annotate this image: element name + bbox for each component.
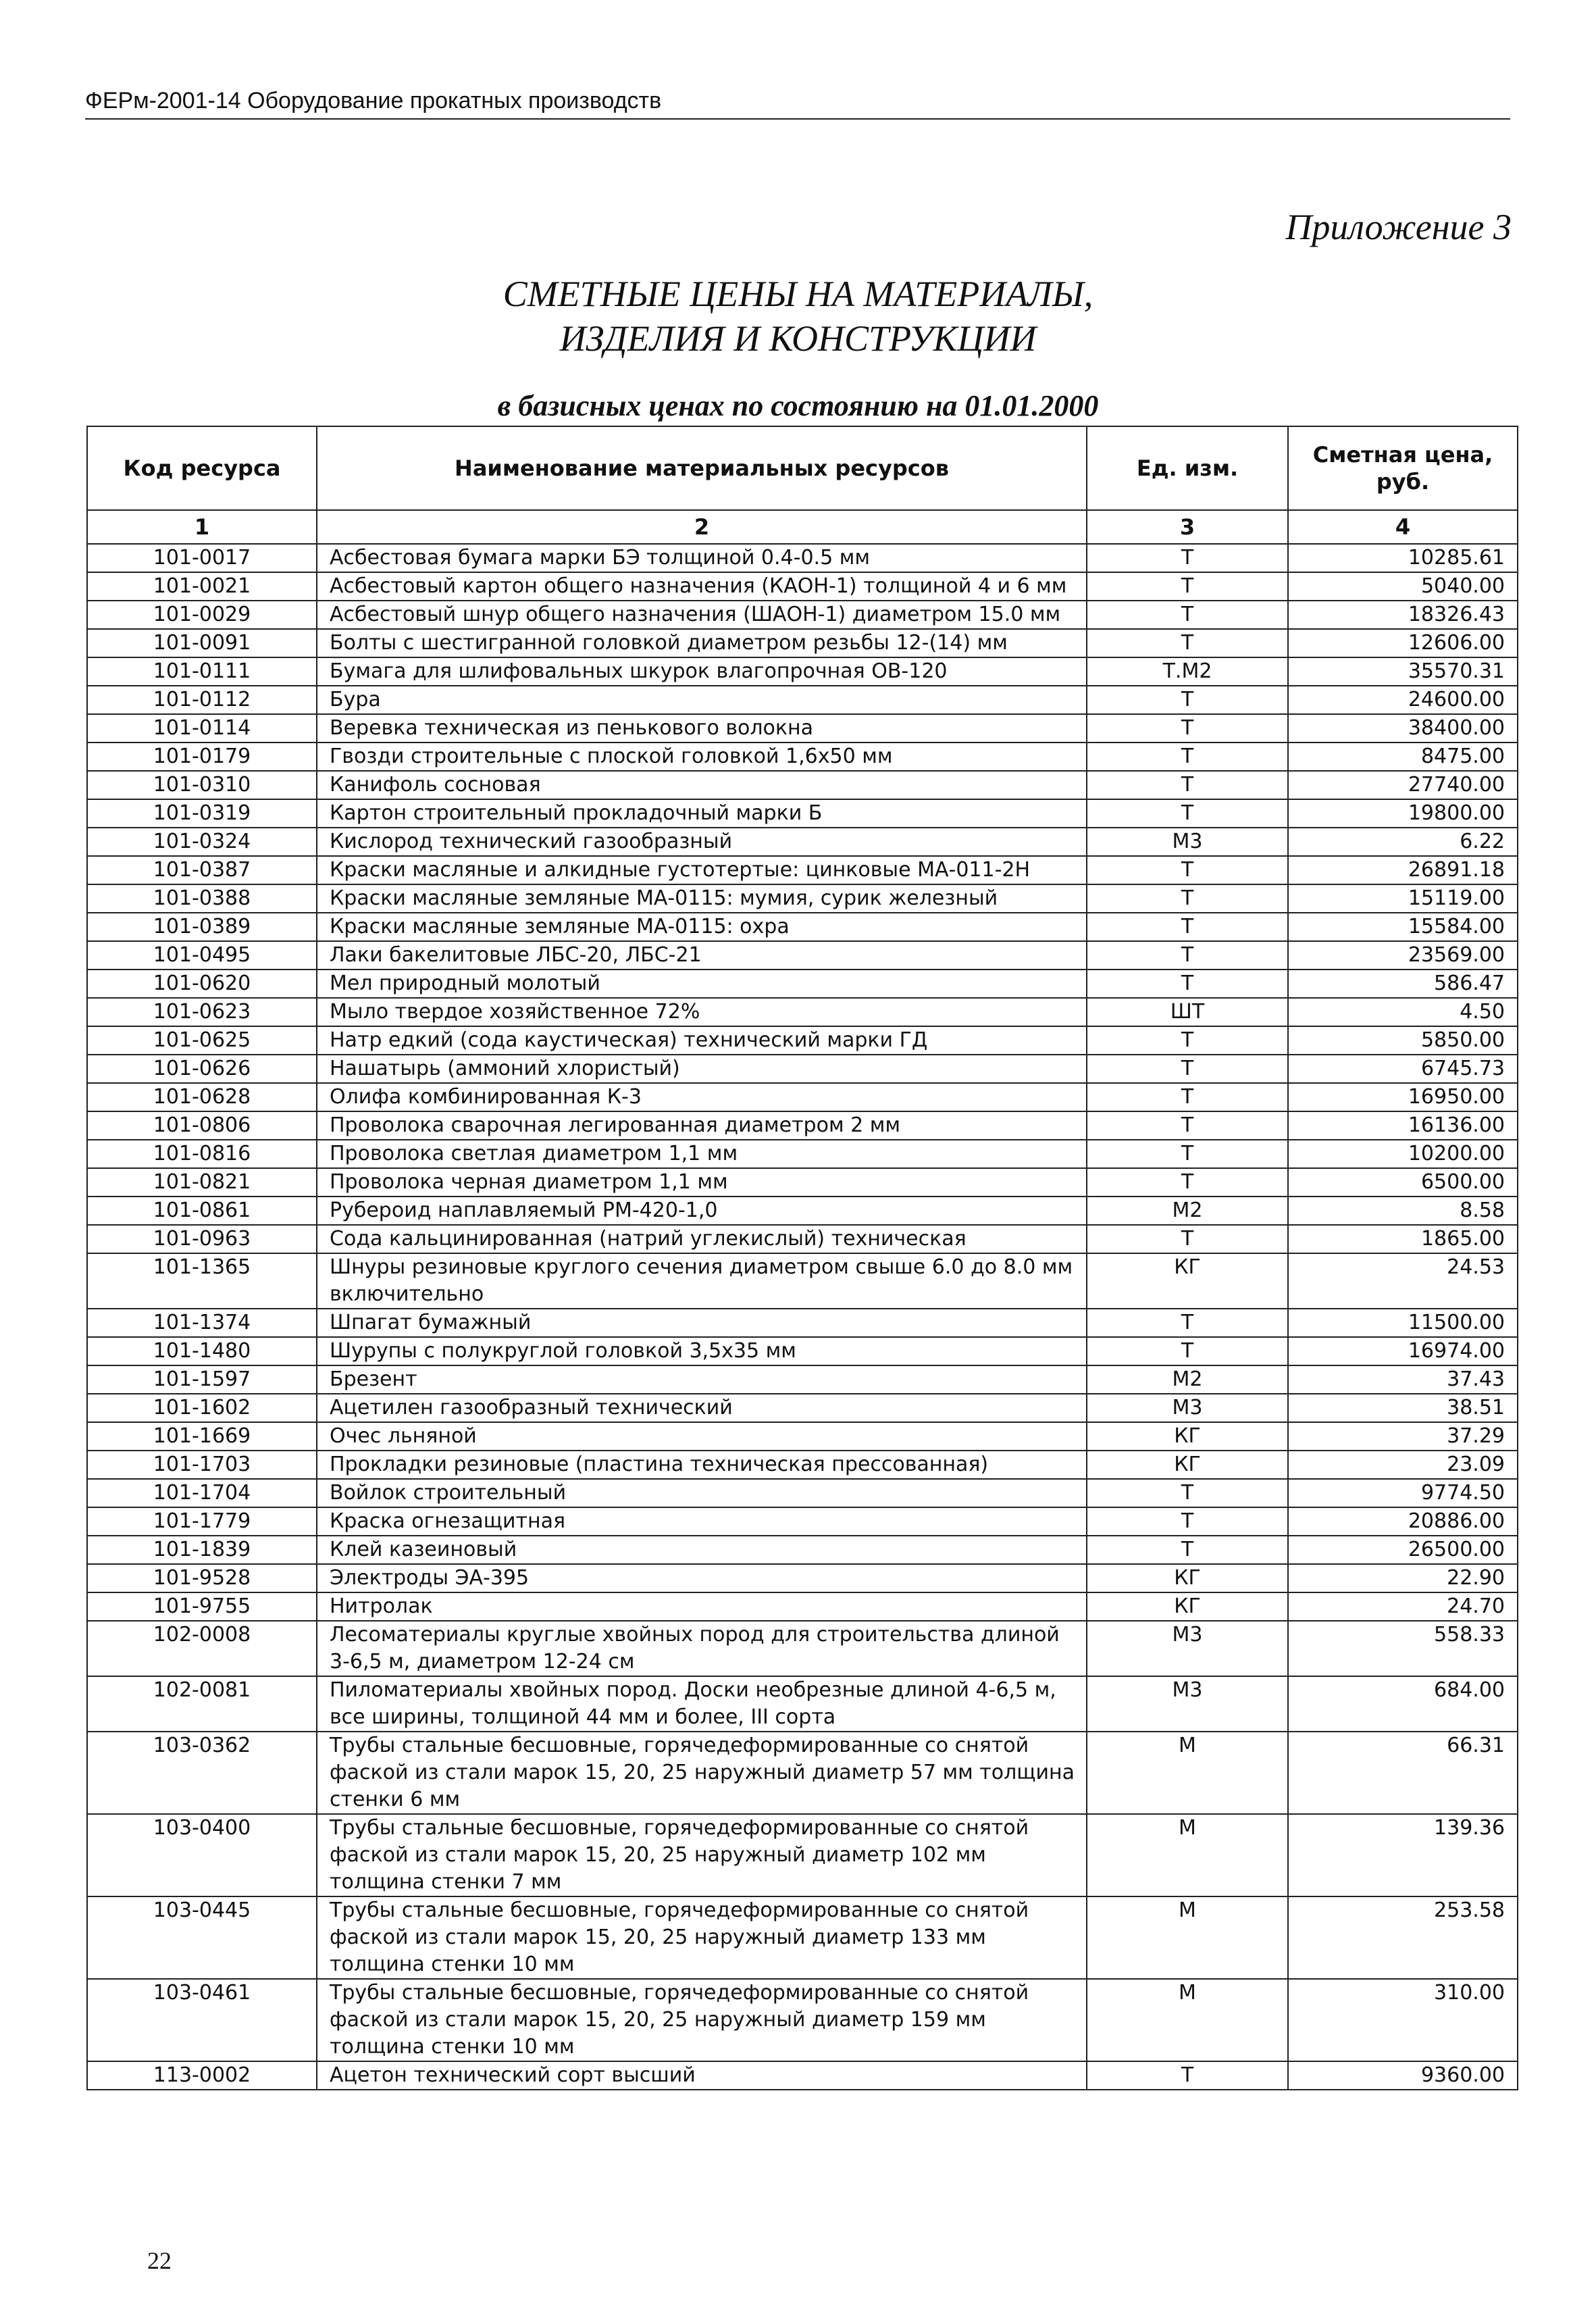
unit-cell: КГ: [1087, 1451, 1288, 1479]
table-row: [87, 828, 1518, 856]
document-subtitle: в базисных ценах по состоянию на 01.01.2000: [497, 389, 1099, 422]
material-name-cell: Электроды ЭА-395: [317, 1564, 1087, 1592]
price-cell: 24.70: [1288, 1592, 1518, 1621]
table-row: [87, 1564, 1518, 1592]
material-name-cell: Нитролак: [317, 1592, 1087, 1621]
unit-cell: Т: [1087, 2061, 1288, 2090]
unit-cell: КГ: [1087, 1592, 1288, 1621]
resource-code-cell: 101-0310: [87, 771, 317, 799]
resource-code-cell: 101-0389: [87, 913, 317, 941]
material-name-cell: Шпагат бумажный: [317, 1309, 1087, 1337]
unit-cell: М2: [1087, 1365, 1288, 1394]
column-header-code: Код ресурса: [87, 426, 317, 510]
running-header: ФЕРм-2001-14 Оборудование прокатных производств: [85, 88, 1510, 120]
resource-code-cell: 101-0111: [87, 657, 317, 686]
resource-code-cell: 101-0628: [87, 1083, 317, 1111]
table-row: [87, 714, 1518, 743]
material-name-cell: Проволока черная диаметром 1,1 мм: [317, 1168, 1087, 1197]
material-name-cell: Трубы стальные бесшовные, горячедеформированные со снятой фаской из стали марок 15, 20, 25 наружный диаметр 102 мм толщина стенки 7 мм: [317, 1814, 1087, 1896]
table-row: [87, 1197, 1518, 1225]
material-name-cell: Болты с шестигранной головкой диаметром резьбы 12-(14) мм: [317, 629, 1087, 657]
price-cell: 20886.00: [1288, 1507, 1518, 1536]
material-name-cell: Рубероид наплавляемый РМ-420-1,0: [317, 1197, 1087, 1225]
material-name-cell: Асбестовая бумага марки БЭ толщиной 0.4-0.5 мм: [317, 544, 1087, 572]
unit-cell: Т: [1087, 601, 1288, 629]
price-cell: 26891.18: [1288, 856, 1518, 884]
unit-cell: Т: [1087, 771, 1288, 799]
material-name-cell: Краски масляные земляные МА-0115: мумия, сурик железный: [317, 884, 1087, 913]
resource-code-cell: 101-0963: [87, 1225, 317, 1253]
material-name-cell: Брезент: [317, 1365, 1087, 1394]
table-row: [87, 629, 1518, 657]
resource-code-cell: 101-0017: [87, 544, 317, 572]
price-cell: 37.29: [1288, 1422, 1518, 1451]
table-row: [87, 743, 1518, 771]
price-cell: 5850.00: [1288, 1026, 1518, 1055]
unit-cell: Т: [1087, 1479, 1288, 1507]
material-name-cell: Канифоль сосновая: [317, 771, 1087, 799]
unit-cell: Т: [1087, 743, 1288, 771]
resource-code-cell: 101-0112: [87, 686, 317, 714]
table-row: [87, 856, 1518, 884]
column-number: 3: [1087, 510, 1288, 544]
unit-cell: Т: [1087, 884, 1288, 913]
price-cell: 37.43: [1288, 1365, 1518, 1394]
price-cell: 27740.00: [1288, 771, 1518, 799]
price-cell: 8.58: [1288, 1197, 1518, 1225]
unit-cell: Т: [1087, 1026, 1288, 1055]
document-title-line-1: СМЕТНЫЕ ЦЕНЫ НА МАТЕРИАЛЫ,: [503, 274, 1093, 314]
table-row: [87, 1055, 1518, 1083]
resource-code-cell: 101-0179: [87, 743, 317, 771]
unit-cell: Т: [1087, 544, 1288, 572]
material-name-cell: Трубы стальные бесшовные, горячедеформированные со снятой фаской из стали марок 15, 20, 25 наружный диаметр 133 мм толщина стенки 10 мм: [317, 1896, 1087, 1979]
table-row: [87, 657, 1518, 686]
price-cell: 11500.00: [1288, 1309, 1518, 1337]
table-row: [87, 1536, 1518, 1564]
price-cell: 23569.00: [1288, 941, 1518, 970]
column-number: 4: [1288, 510, 1518, 544]
resource-code-cell: 101-0821: [87, 1168, 317, 1197]
unit-cell: КГ: [1087, 1564, 1288, 1592]
table-row: [87, 1732, 1518, 1814]
table-row: [87, 1253, 1518, 1309]
price-cell: 12606.00: [1288, 629, 1518, 657]
resource-code-cell: 101-9528: [87, 1564, 317, 1592]
page-number: 22: [147, 2247, 172, 2274]
resource-code-cell: 101-9755: [87, 1592, 317, 1621]
price-cell: 26500.00: [1288, 1536, 1518, 1564]
material-name-cell: Бумага для шлифовальных шкурок влагопрочная ОВ-120: [317, 657, 1087, 686]
unit-cell: М: [1087, 1732, 1288, 1814]
column-header-name: Наименование материальных ресурсов: [317, 426, 1087, 510]
table-body: [87, 544, 1518, 2090]
table-row: [87, 601, 1518, 629]
unit-cell: М3: [1087, 1394, 1288, 1422]
material-name-cell: Трубы стальные бесшовные, горячедеформированные со снятой фаской из стали марок 15, 20, 25 наружный диаметр 159 мм толщина стенки 10 мм: [317, 1979, 1087, 2061]
table-row: [87, 771, 1518, 799]
table-row: [87, 1621, 1518, 1676]
resource-code-cell: 101-0623: [87, 998, 317, 1026]
resource-code-cell: 101-0816: [87, 1140, 317, 1168]
table-row: [87, 1507, 1518, 1536]
material-name-cell: Краски масляные земляные МА-0115: охра: [317, 913, 1087, 941]
table-row: [87, 1309, 1518, 1337]
resource-code-cell: 101-0387: [87, 856, 317, 884]
material-name-cell: Шурупы с полукруглой головкой 3,5х35 мм: [317, 1337, 1087, 1365]
material-name-cell: Краска огнезащитная: [317, 1507, 1087, 1536]
material-name-cell: Картон строительный прокладочный марки Б: [317, 799, 1087, 828]
price-cell: 253.58: [1288, 1896, 1518, 1979]
unit-cell: Т: [1087, 1337, 1288, 1365]
resource-code-cell: 101-0620: [87, 970, 317, 998]
resource-code-cell: 103-0400: [87, 1814, 317, 1896]
table-row: [87, 1225, 1518, 1253]
unit-cell: Т: [1087, 1168, 1288, 1197]
table-row: [87, 1896, 1518, 1979]
price-cell: 10285.61: [1288, 544, 1518, 572]
resource-code-cell: 101-0388: [87, 884, 317, 913]
table-row: [87, 1026, 1518, 1055]
table-row: [87, 544, 1518, 572]
resource-code-cell: 101-0029: [87, 601, 317, 629]
material-name-cell: Проволока светлая диаметром 1,1 мм: [317, 1140, 1087, 1168]
table-header-row: [87, 426, 1518, 510]
table-row: [87, 913, 1518, 941]
material-name-cell: Мел природный молотый: [317, 970, 1087, 998]
material-name-cell: Натр едкий (сода каустическая) технический марки ГД: [317, 1026, 1087, 1055]
unit-cell: М: [1087, 1979, 1288, 2061]
material-name-cell: Гвозди строительные с плоской головкой 1,6х50 мм: [317, 743, 1087, 771]
unit-cell: Т: [1087, 1111, 1288, 1140]
resource-code-cell: 101-0319: [87, 799, 317, 828]
table-row: [87, 799, 1518, 828]
unit-cell: Т: [1087, 1309, 1288, 1337]
table-row: [87, 1592, 1518, 1621]
unit-cell: Т: [1087, 1055, 1288, 1083]
price-cell: 19800.00: [1288, 799, 1518, 828]
table-row: [87, 884, 1518, 913]
material-name-cell: Асбестовый картон общего назначения (КАОН-1) толщиной 4 и 6 мм: [317, 572, 1087, 601]
price-cell: 15119.00: [1288, 884, 1518, 913]
column-header-price: Сметная цена, руб.: [1288, 426, 1518, 510]
unit-cell: Т: [1087, 572, 1288, 601]
price-cell: 684.00: [1288, 1676, 1518, 1732]
price-cell: 6745.73: [1288, 1055, 1518, 1083]
resource-code-cell: 101-1365: [87, 1253, 317, 1309]
price-cell: 18326.43: [1288, 601, 1518, 629]
table-row: [87, 1676, 1518, 1732]
price-cell: 586.47: [1288, 970, 1518, 998]
resource-code-cell: 101-1779: [87, 1507, 317, 1536]
material-name-cell: Проволока сварочная легированная диаметром 2 мм: [317, 1111, 1087, 1140]
unit-cell: Т: [1087, 1140, 1288, 1168]
table-row: [87, 1111, 1518, 1140]
price-cell: 6.22: [1288, 828, 1518, 856]
price-cell: 9774.50: [1288, 1479, 1518, 1507]
resource-code-cell: 101-0324: [87, 828, 317, 856]
material-name-cell: Пиломатериалы хвойных пород. Доски необрезные длиной 4-6,5 м, все ширины, толщиной 44 мм и более, III сорта: [317, 1676, 1087, 1732]
unit-cell: Т: [1087, 1536, 1288, 1564]
material-name-cell: Бура: [317, 686, 1087, 714]
material-name-cell: Прокладки резиновые (пластина техническая прессованная): [317, 1451, 1087, 1479]
price-cell: 16950.00: [1288, 1083, 1518, 1111]
unit-cell: Т.М2: [1087, 657, 1288, 686]
unit-cell: М2: [1087, 1197, 1288, 1225]
table-row: [87, 1140, 1518, 1168]
material-name-cell: Ацетилен газообразный технический: [317, 1394, 1087, 1422]
material-name-cell: Трубы стальные бесшовные, горячедеформированные со снятой фаской из стали марок 15, 20, 25 наружный диаметр 57 мм толщина стенки 6 мм: [317, 1732, 1087, 1814]
column-number: 2: [317, 510, 1087, 544]
resource-code-cell: 101-1602: [87, 1394, 317, 1422]
unit-cell: М: [1087, 1896, 1288, 1979]
unit-cell: Т: [1087, 714, 1288, 743]
price-cell: 4.50: [1288, 998, 1518, 1026]
material-name-cell: Кислород технический газообразный: [317, 828, 1087, 856]
resource-code-cell: 101-1374: [87, 1309, 317, 1337]
price-cell: 6500.00: [1288, 1168, 1518, 1197]
table-row: [87, 970, 1518, 998]
price-cell: 15584.00: [1288, 913, 1518, 941]
material-name-cell: Лаки бакелитовые ЛБС-20, ЛБС-21: [317, 941, 1087, 970]
table-row: [87, 1394, 1518, 1422]
resource-code-cell: 101-0114: [87, 714, 317, 743]
resource-code-cell: 103-0362: [87, 1732, 317, 1814]
price-cell: 24.53: [1288, 1253, 1518, 1309]
unit-cell: КГ: [1087, 1422, 1288, 1451]
appendix-label: Приложение 3: [1285, 207, 1512, 247]
unit-cell: Т: [1087, 686, 1288, 714]
table-row: [87, 1451, 1518, 1479]
table-row: [87, 1979, 1518, 2061]
price-cell: 8475.00: [1288, 743, 1518, 771]
resource-code-cell: 101-1704: [87, 1479, 317, 1507]
unit-cell: Т: [1087, 1083, 1288, 1111]
unit-cell: Т: [1087, 913, 1288, 941]
material-name-cell: Войлок строительный: [317, 1479, 1087, 1507]
price-cell: 16136.00: [1288, 1111, 1518, 1140]
resource-code-cell: 101-1703: [87, 1451, 317, 1479]
resource-code-cell: 101-1669: [87, 1422, 317, 1451]
resource-code-cell: 101-1480: [87, 1337, 317, 1365]
unit-cell: Т: [1087, 799, 1288, 828]
unit-cell: Т: [1087, 629, 1288, 657]
table-row: [87, 686, 1518, 714]
table-row: [87, 998, 1518, 1026]
resource-code-cell: 103-0461: [87, 1979, 317, 2061]
resource-code-cell: 101-0861: [87, 1197, 317, 1225]
table-row: [87, 1168, 1518, 1197]
price-cell: 16974.00: [1288, 1337, 1518, 1365]
resource-code-cell: 102-0008: [87, 1621, 317, 1676]
material-name-cell: Нашатырь (аммоний хлористый): [317, 1055, 1087, 1083]
resource-code-cell: 101-0495: [87, 941, 317, 970]
unit-cell: М3: [1087, 828, 1288, 856]
table-row: [87, 1422, 1518, 1451]
unit-cell: Т: [1087, 1225, 1288, 1253]
unit-cell: М3: [1087, 1621, 1288, 1676]
price-cell: 66.31: [1288, 1732, 1518, 1814]
material-name-cell: Веревка техническая из пенькового волокна: [317, 714, 1087, 743]
unit-cell: КГ: [1087, 1253, 1288, 1309]
unit-cell: М: [1087, 1814, 1288, 1896]
resource-code-cell: 101-1839: [87, 1536, 317, 1564]
material-name-cell: Олифа комбинированная К-3: [317, 1083, 1087, 1111]
table-row: [87, 2061, 1518, 2090]
table-row: [87, 1083, 1518, 1111]
document-title-line-2: ИЗДЕЛИЯ И КОНСТРУКЦИИ: [559, 318, 1037, 359]
unit-cell: М3: [1087, 1676, 1288, 1732]
price-cell: 310.00: [1288, 1979, 1518, 2061]
material-name-cell: Асбестовый шнур общего назначения (ШАОН-1) диаметром 15.0 мм: [317, 601, 1087, 629]
unit-cell: Т: [1087, 856, 1288, 884]
material-name-cell: Очес льняной: [317, 1422, 1087, 1451]
unit-cell: Т: [1087, 1507, 1288, 1536]
price-cell: 10200.00: [1288, 1140, 1518, 1168]
table-row: [87, 941, 1518, 970]
column-number-row: [87, 510, 1518, 544]
price-cell: 139.36: [1288, 1814, 1518, 1896]
price-cell: 558.33: [1288, 1621, 1518, 1676]
price-cell: 35570.31: [1288, 657, 1518, 686]
resource-code-cell: 103-0445: [87, 1896, 317, 1979]
material-name-cell: Лесоматериалы круглые хвойных пород для строительства длиной 3-6,5 м, диаметром 12-24 см: [317, 1621, 1087, 1676]
price-cell: 1865.00: [1288, 1225, 1518, 1253]
unit-cell: ШТ: [1087, 998, 1288, 1026]
price-cell: 5040.00: [1288, 572, 1518, 601]
unit-cell: Т: [1087, 941, 1288, 970]
price-cell: 22.90: [1288, 1564, 1518, 1592]
column-header-unit: Ед. изм.: [1087, 426, 1288, 510]
material-name-cell: Сода кальцинированная (натрий углекислый) техническая: [317, 1225, 1087, 1253]
resource-code-cell: 102-0081: [87, 1676, 317, 1732]
material-name-cell: Ацетон технический сорт высший: [317, 2061, 1087, 2090]
table-row: [87, 1479, 1518, 1507]
resource-code-cell: 101-0625: [87, 1026, 317, 1055]
price-table: [86, 426, 1518, 2090]
price-cell: 24600.00: [1288, 686, 1518, 714]
table-row: [87, 1365, 1518, 1394]
resource-code-cell: 101-0021: [87, 572, 317, 601]
table-row: [87, 572, 1518, 601]
resource-code-cell: 113-0002: [87, 2061, 317, 2090]
resource-code-cell: 101-1597: [87, 1365, 317, 1394]
material-name-cell: Шнуры резиновые круглого сечения диаметром свыше 6.0 до 8.0 мм включительно: [317, 1253, 1087, 1309]
price-cell: 38.51: [1288, 1394, 1518, 1422]
price-cell: 9360.00: [1288, 2061, 1518, 2090]
price-cell: 23.09: [1288, 1451, 1518, 1479]
material-name-cell: Краски масляные и алкидные густотертые: цинковые МА-011-2Н: [317, 856, 1087, 884]
resource-code-cell: 101-0091: [87, 629, 317, 657]
resource-code-cell: 101-0626: [87, 1055, 317, 1083]
resource-code-cell: 101-0806: [87, 1111, 317, 1140]
column-number: 1: [87, 510, 317, 544]
material-name-cell: Мыло твердое хозяйственное 72%: [317, 998, 1087, 1026]
unit-cell: Т: [1087, 970, 1288, 998]
price-cell: 38400.00: [1288, 714, 1518, 743]
table-row: [87, 1337, 1518, 1365]
material-name-cell: Клей казеиновый: [317, 1536, 1087, 1564]
table-row: [87, 1814, 1518, 1896]
